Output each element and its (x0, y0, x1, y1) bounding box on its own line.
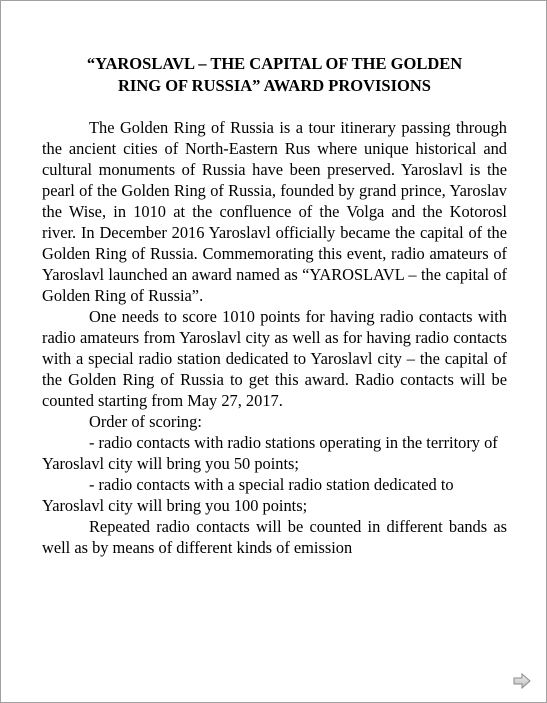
paragraph-intro: The Golden Ring of Russia is a tour itinerary passing through the ancient cities of North-Eastern Rus where unique historical and cultural monuments of Russia have been preserved. Yaroslavl is the pearl of the Golden Ring of Russia, founded by grand prince, Yaroslav the Wise, in 1010 at the confluence of the Volga and the Kotorosl river. In December 2016 Yaroslavl officially became the capital of the Golden Ring of Russia. Commemorating this event, radio amateurs of Yaroslavl launched an award named as “YAROSLAVL – the capital of Golden Ring of Russia”. (42, 118, 507, 305)
title-line-1: “YAROSLAVL – THE CAPITAL OF THE GOLDEN (86, 54, 463, 73)
title-line-2: RING OF RUSSIA” AWARD PROVISIONS (118, 76, 431, 95)
document-title (42, 53, 507, 97)
document-body (42, 117, 507, 558)
paragraph-requirements: One needs to score 1010 points for having radio contacts with radio amateurs from Yaroslavl city as well as for having radio contacts with a special radio station dedicated to Yaroslavl city – the capital of the Golden Ring of Russia to get this award. Radio contacts will be counted starting from May 27, 2017. (42, 307, 507, 410)
paragraph-repeated-contacts: Repeated radio contacts will be counted in different bands as well as by means of different kinds of emission (42, 517, 507, 557)
paragraph-scoring-item-2: - radio contacts with a special radio station dedicated to Yaroslavl city will bring you 100 points; (42, 475, 454, 515)
paragraph-scoring-item-1: - radio contacts with radio stations operating in the territory of Yaroslavl city will bring you 50 points; (42, 433, 498, 473)
arrow-right-icon[interactable] (513, 673, 531, 689)
page-content (42, 53, 507, 558)
paragraph-scoring-heading: Order of scoring: (89, 412, 202, 431)
